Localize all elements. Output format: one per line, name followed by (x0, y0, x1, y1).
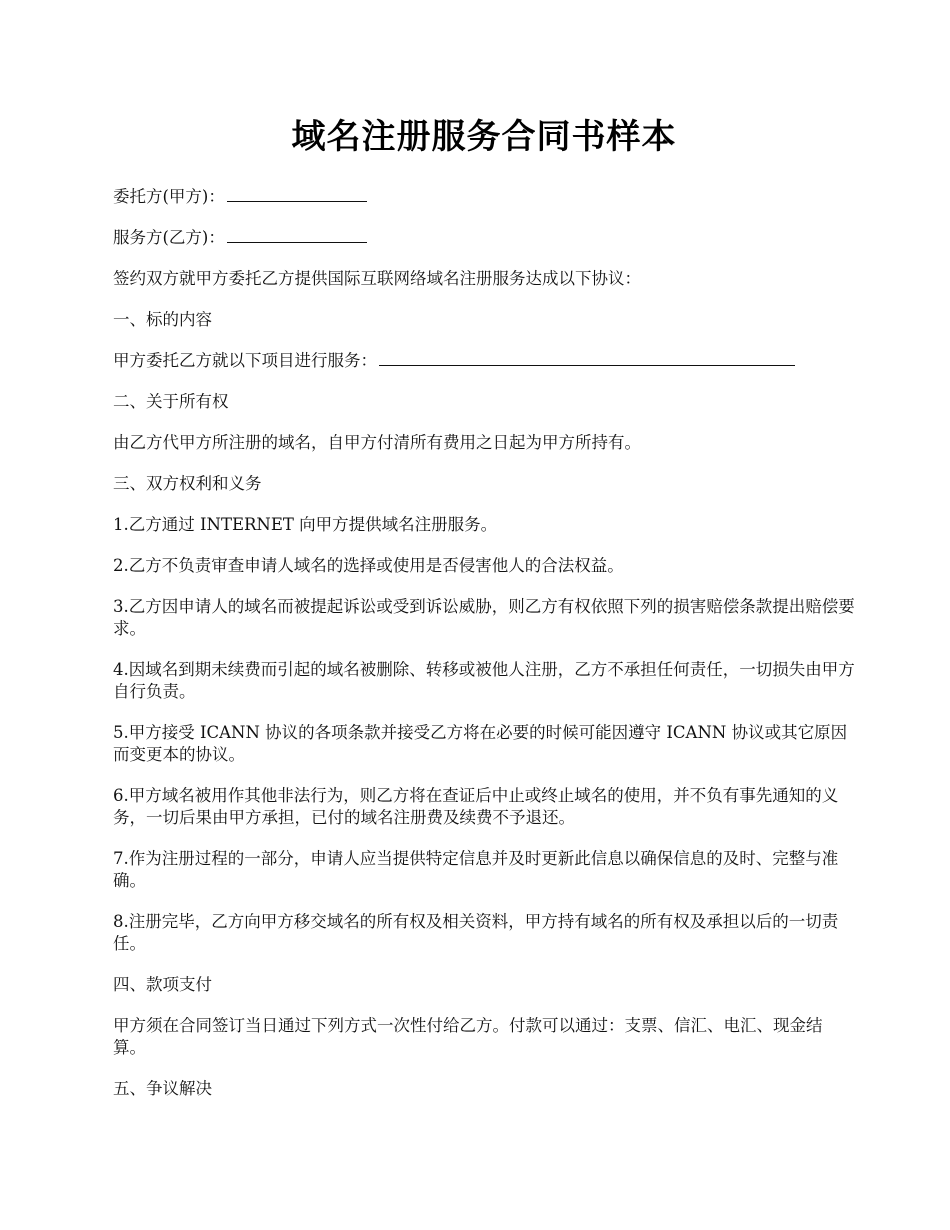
clause-7: 7.作为注册过程的一部分，申请人应当提供特定信息并及时更新此信息以确保信息的及时、完整与准确。 (113, 849, 839, 890)
party-a-line (113, 186, 855, 208)
section-2-heading: 二、关于所有权 (113, 392, 229, 411)
section-5-heading: 五、争议解决 (113, 1079, 212, 1098)
section-1-text: 甲方委托乙方就以下项目进行服务： (113, 351, 377, 370)
clause-6: 6.甲方域名被用作其他非法行为，则乙方将在查证后中止或终止域名的使用，并不负有事先通知的义务，一切后果由甲方承担，已付的域名注册费及续费不予退还。 (113, 786, 839, 827)
clause-1: 1.乙方通过 INTERNET 向甲方提供域名注册服务。 (113, 515, 498, 534)
party-a-label: 委托方(甲方)： (113, 187, 225, 206)
section-2-text: 由乙方代甲方所注册的域名，自甲方付清所有费用之日起为甲方所持有。 (113, 433, 641, 452)
party-a-blank (227, 186, 367, 202)
clause-2: 2.乙方不负责审查申请人域名的选择或使用是否侵害他人的合法权益。 (113, 556, 624, 575)
document-title: 域名注册服务合同书样本 (291, 117, 677, 157)
section-3-heading: 三、双方权利和义务 (113, 474, 262, 493)
clause-5: 5.甲方接受 ICANN 协议的各项条款并接受乙方将在必要的时候可能因遵守 ICANN 协议或其它原因而变更本的协议。 (113, 723, 848, 764)
section-4-text: 甲方须在合同签订当日通过下列方式一次性付给乙方。付款可以通过：支票、信汇、电汇、现金结算。 (113, 1016, 823, 1057)
section-4-heading: 四、款项支付 (113, 975, 212, 994)
clause-8: 8.注册完毕，乙方向甲方移交域名的所有权及相关资料，甲方持有域名的所有权及承担以后的一切责任。 (113, 912, 839, 953)
party-b-label: 服务方(乙方)： (113, 228, 225, 247)
intro-paragraph: 签约双方就甲方委托乙方提供国际互联网络域名注册服务达成以下协议： (113, 269, 641, 288)
section-1-line (113, 350, 855, 372)
party-b-blank (227, 227, 367, 243)
party-b-line (113, 227, 855, 249)
service-items-blank (379, 350, 795, 366)
section-1-heading: 一、标的内容 (113, 310, 212, 329)
clause-3: 3.乙方因申请人的域名而被提起诉讼或受到诉讼威胁，则乙方有权依照下列的损害赔偿条款提出赔偿要求。 (113, 597, 855, 638)
clause-4: 4.因域名到期未续费而引起的域名被删除、转移或被他人注册，乙方不承担任何责任，一切损失由甲方自行负责。 (113, 660, 855, 701)
